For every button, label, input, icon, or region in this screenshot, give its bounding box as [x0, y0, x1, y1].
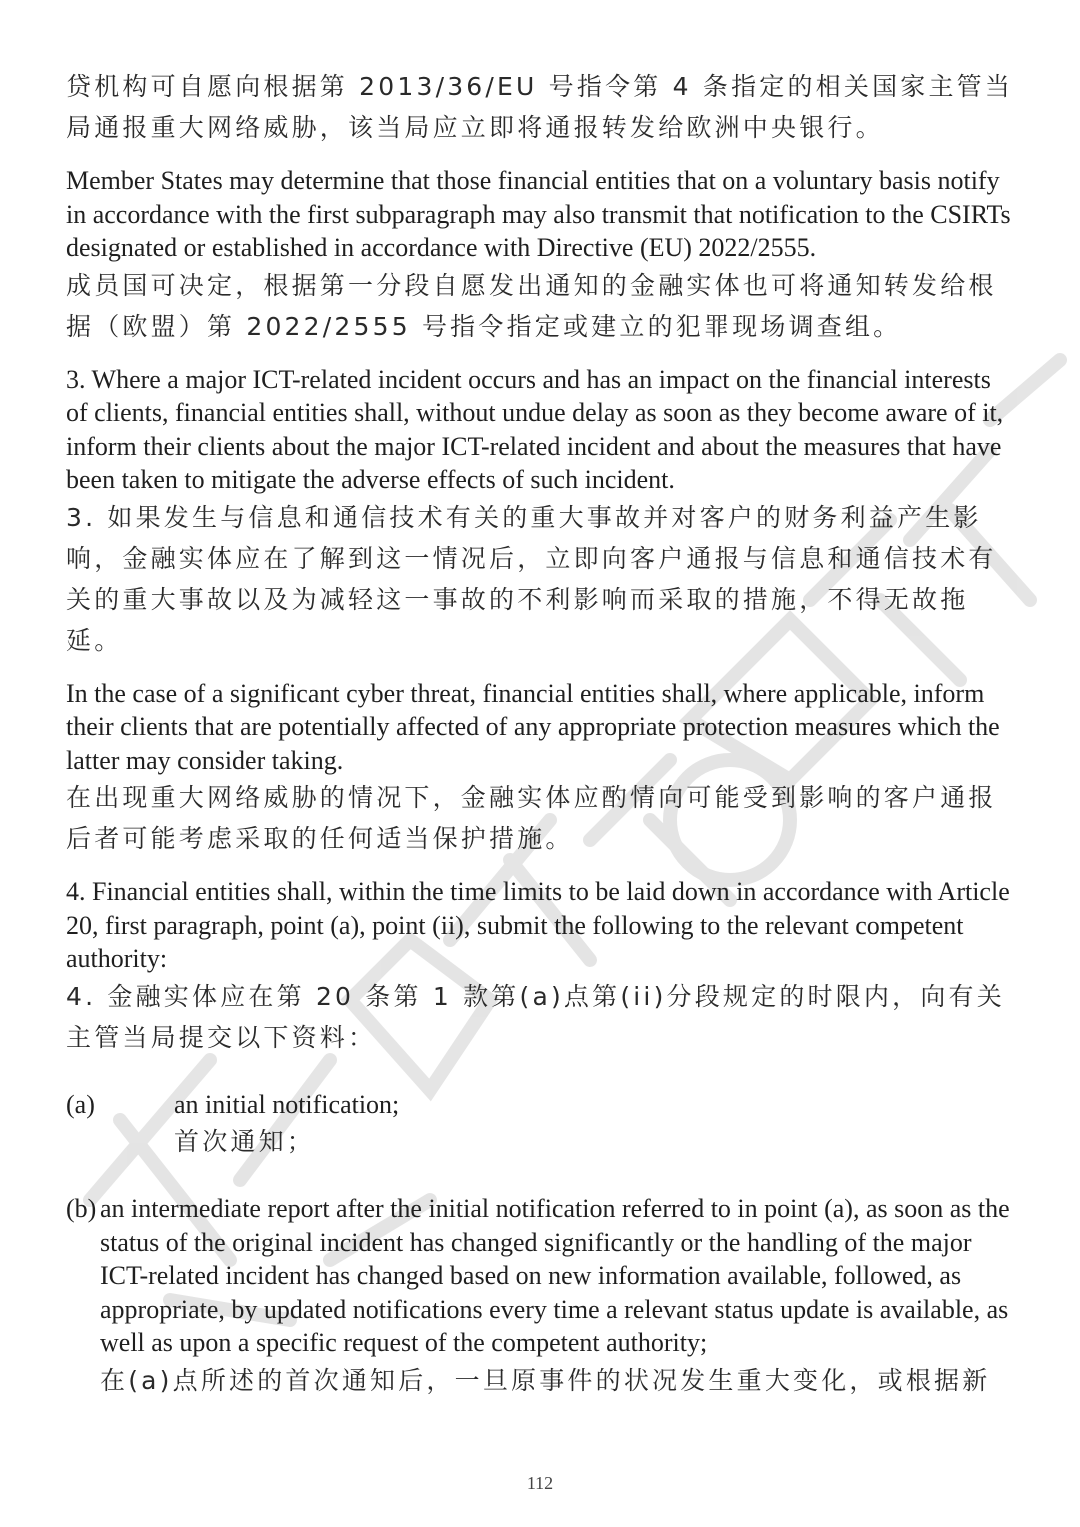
paragraph-3-en: 3. Where a major ICT-related incident occurs and has an impact on the financial interests of clients, financial entities shall, without undue delay as soon as they become aware of it, inform their clients about the major ICT-related incident and about the measures that have been taken to mitigate the adverse effects of such incident.: [66, 364, 1004, 494]
list-item-label: (b): [66, 1194, 97, 1223]
list-item-label: (a): [66, 1089, 95, 1119]
document-body: [66, 66, 1016, 1401]
page-number: 112: [526, 1473, 554, 1493]
paragraph-zh-continued: 贷机构可自愿向根据第 2013/36/EU 号指令第 4 条指定的相关国家主管当局通报重大网络威胁，该当局应立即将通报转发给欧洲中央银行。: [66, 72, 1014, 142]
paragraph-4-en: 4. Financial entities shall, within the time limits to be laid down in accordance with Article 20, first paragraph, point (a), point (ii), submit the following to the relevant competent authority:: [66, 877, 1010, 973]
paragraph-cyber-threat-zh: 在出现重大网络威胁的情况下，金融实体应酌情向可能受到影响的客户通报后者可能考虑采取的任何适当保护措施。: [66, 783, 997, 853]
paragraph-member-states-zh: 成员国可决定，根据第一分段自愿发出通知的金融实体也可将通知转发给根据（欧盟）第 2022/2555 号指令指定或建立的犯罪现场调查组。: [66, 270, 997, 341]
paragraph-member-states-en: Member States may determine that those financial entities that on a voluntary basis notify in accordance with the first subparagraph may also transmit that notification to the CSIRTs designated or established in accordance with Directive (EU) 2022/2555.: [66, 166, 1011, 262]
list-item-a: [66, 1088, 1016, 1163]
list-item-a-zh: 首次通知；: [174, 1127, 316, 1156]
list-item-b-zh: 在(a)点所述的首次通知后，一旦原事件的状况发生重大变化，或根据新: [100, 1365, 991, 1395]
list-item-b: [66, 1192, 1016, 1401]
paragraph-cyber-threat-en: In the case of a significant cyber threat, financial entities shall, where applicable, inform their clients that are potentially affected of any appropriate protection measures which the latter may consider taking.: [66, 678, 1000, 775]
paragraph-4-zh: 4. 金融实体应在第 20 条第 1 款第(a)点第(ii)分段规定的时限内，向有关主管当局提交以下资料：: [66, 981, 1005, 1052]
list-item-b-en: an intermediate report after the initial notification referred to in point (a), as soon as the status of the original incident has changed significantly or the handling of the major ICT-related incident has changed based on new information available, followed, as appropriate, by updated notifications every time a relevant status update is available, as well as upon a specific request of the competent authority;: [100, 1194, 1010, 1357]
paragraph-3-zh: 3. 如果发生与信息和通信技术有关的重大事故并对客户的财务利益产生影响，金融实体应在了解到这一情况后，立即向客户通报与信息和通信技术有关的重大事故以及为减轻这一事故的不利影响而采取的措施，不得无故拖延。: [66, 502, 997, 655]
list-item-a-en: an initial notification;: [174, 1089, 400, 1119]
